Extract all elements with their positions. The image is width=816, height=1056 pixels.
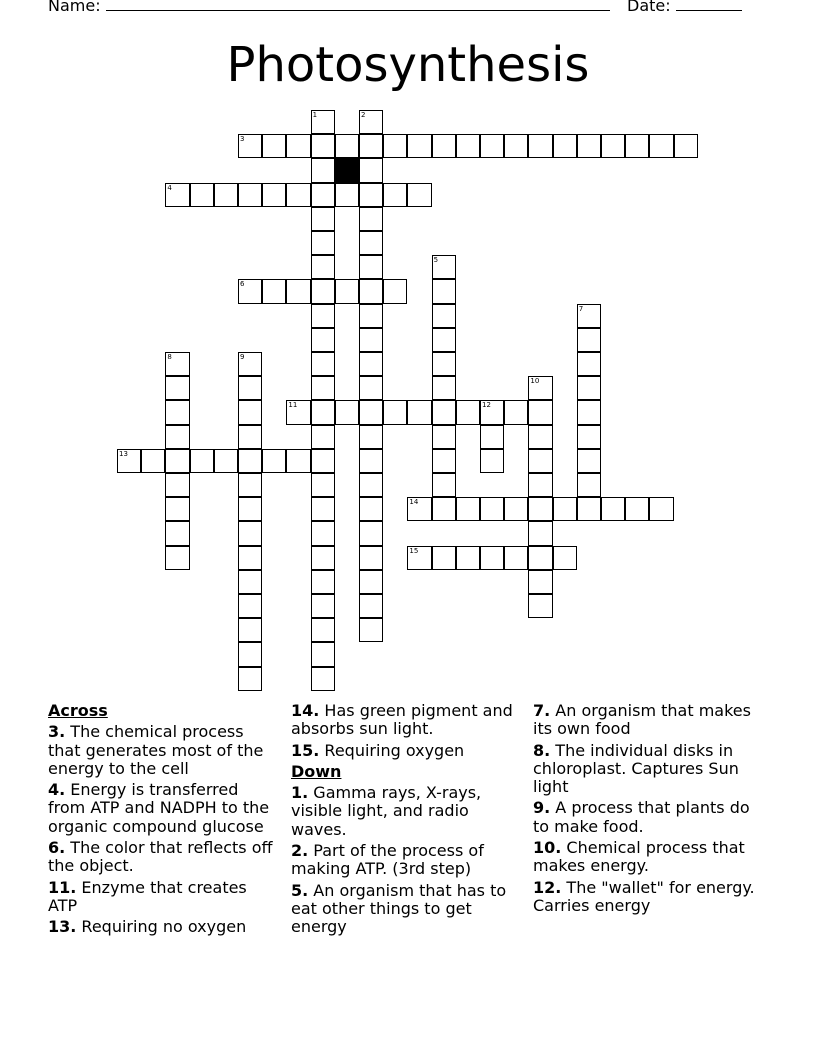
grid-cell[interactable] [407,183,431,207]
clue-number-label: 15. [291,740,320,760]
grid-cell[interactable] [311,400,335,424]
clue-number-label: 5. [291,880,309,900]
grid-cell[interactable] [577,376,601,400]
grid-cell[interactable] [262,449,286,473]
grid-cell[interactable] [432,134,456,158]
grid-cell[interactable] [311,134,335,158]
across-heading: Across [48,701,108,720]
date-label: Date: [627,0,671,15]
grid-cell[interactable] [359,231,383,255]
grid-cell[interactable] [456,497,480,521]
grid-cell[interactable] [311,158,335,182]
grid-cell[interactable] [238,352,262,376]
grid-cell[interactable] [214,183,238,207]
clues-column-3 [533,702,765,918]
grid-cell[interactable] [165,376,189,400]
grid-cell[interactable] [165,449,189,473]
grid-cell[interactable] [383,183,407,207]
grid-cell[interactable] [649,134,673,158]
clue-number-label: 13. [48,917,77,937]
grid-cell[interactable] [238,618,262,642]
grid-cell[interactable] [311,449,335,473]
grid-cell[interactable] [311,110,335,134]
across-clue [291,702,523,739]
grid-cell[interactable] [238,546,262,570]
grid-cell[interactable] [311,594,335,618]
grid-cell[interactable] [238,183,262,207]
grid-cell[interactable] [577,400,601,424]
across-clue [48,879,280,916]
clue-text: An organism that has to eat other things to get energy [291,880,507,937]
grid-cell[interactable] [577,352,601,376]
clue-number: 14 [409,498,419,507]
grid-cell[interactable] [480,400,504,424]
across-clue [48,781,280,836]
grid-cell[interactable] [528,449,552,473]
grid-cell[interactable] [528,376,552,400]
grid-cell[interactable] [528,473,552,497]
grid-cell[interactable] [165,183,189,207]
grid-cell[interactable] [335,134,359,158]
grid-cell[interactable] [262,183,286,207]
grid-cell[interactable] [456,134,480,158]
down-clue [291,882,523,937]
grid-cell[interactable] [359,570,383,594]
clue-number: 4 [167,183,172,192]
clue-number-label: 1. [291,783,309,803]
clue-text: The chemical process that generates most of the energy to the cell [48,722,264,778]
clue-number-label: 11. [48,877,77,897]
grid-cell[interactable] [359,183,383,207]
clue-number: 9 [240,353,245,361]
grid-cell[interactable] [359,207,383,231]
grid-cell[interactable] [311,497,335,521]
grid-cell[interactable] [528,521,552,545]
name-label: Name: [48,0,101,15]
down-clue [291,784,523,839]
grid-cell[interactable] [311,618,335,642]
grid-cell[interactable] [528,134,552,158]
grid-cell[interactable] [359,110,383,134]
grid-cell[interactable] [238,449,262,473]
clue-number: 15 [409,546,419,555]
grid-cell[interactable] [311,207,335,231]
across-clue [48,723,280,778]
grid-cell[interactable] [359,352,383,376]
grid-cell[interactable] [311,425,335,449]
grid-cell[interactable] [165,400,189,424]
grid-cell[interactable] [311,304,335,328]
grid-cell[interactable] [335,279,359,303]
grid-cell[interactable] [432,400,456,424]
grid-cell[interactable] [432,304,456,328]
grid-cell[interactable] [238,134,262,158]
grid-cell[interactable] [456,400,480,424]
clue-text: A process that plants do to make food. [533,798,750,836]
down-clue [533,879,765,916]
grid-cell[interactable] [504,400,528,424]
grid-cell[interactable] [311,521,335,545]
grid-cell[interactable] [238,667,262,691]
grid-cell[interactable] [311,570,335,594]
grid-cell[interactable] [238,400,262,424]
grid-cell[interactable] [286,183,310,207]
grid-cell[interactable] [238,642,262,666]
grid-cell[interactable] [407,546,431,570]
grid-cell[interactable] [432,352,456,376]
grid-cell[interactable] [625,134,649,158]
grid-cell[interactable] [432,425,456,449]
down-clue [533,799,765,836]
clue-text: Requiring no oxygen [76,917,247,937]
clue-number-label: 9. [533,798,551,818]
grid-cell[interactable] [359,473,383,497]
grid-cell[interactable] [359,134,383,158]
clue-text: Has green pigment and absorbs sun light. [291,701,513,739]
grid-cell[interactable] [359,158,383,182]
clue-text: Enzyme that creates ATP [48,877,247,915]
grid-cell[interactable] [407,497,431,521]
grid-cell[interactable] [359,425,383,449]
grid-cell[interactable] [528,594,552,618]
grid-cell[interactable] [311,352,335,376]
grid-cell[interactable] [407,134,431,158]
grid-cell[interactable] [528,570,552,594]
grid-cell[interactable] [577,304,601,328]
grid-cell[interactable] [577,449,601,473]
grid-cell[interactable] [286,279,310,303]
grid-cell[interactable] [432,449,456,473]
clue-text: Gamma rays, X-rays, visible light, and radio waves. [291,783,482,839]
grid-cell[interactable] [480,497,504,521]
grid-cell[interactable] [335,400,359,424]
clue-number: 8 [167,353,172,361]
grid-cell[interactable] [456,546,480,570]
clue-number-label: 8. [533,740,551,760]
clue-number: 13 [119,449,128,458]
grid-cell[interactable] [141,449,165,473]
grid-cell[interactable] [165,352,189,376]
grid-cell[interactable] [359,521,383,545]
grid-cell[interactable] [359,618,383,642]
grid-cell[interactable] [359,376,383,400]
clue-number: 7 [578,304,584,313]
clue-text: The "wallet" for energy. Carries energy [533,877,755,915]
grid-cell[interactable] [286,134,310,158]
grid-cell[interactable] [432,473,456,497]
grid-cell[interactable] [311,255,335,279]
clue-number-label: 3. [48,722,66,742]
clue-number-label: 4. [48,780,66,800]
grid-cell[interactable] [262,134,286,158]
grid-cell[interactable] [432,279,456,303]
clue-number-label: 2. [291,841,309,861]
grid-cell[interactable] [601,497,625,521]
grid-cell[interactable] [480,546,504,570]
grid-cell[interactable] [528,400,552,424]
clue-number: 3 [240,135,245,144]
grid-cell[interactable] [359,449,383,473]
clue-number-label: 7. [533,701,551,720]
clue-number: 11 [288,401,298,410]
grid-cell[interactable] [190,449,214,473]
grid-cell[interactable] [432,328,456,352]
grid-cell[interactable] [311,328,335,352]
grid-cell[interactable] [311,183,335,207]
down-clue [533,742,765,797]
across-clue [48,918,280,936]
grid-cell[interactable] [359,497,383,521]
grid-cell[interactable] [625,497,649,521]
grid-cell[interactable] [238,473,262,497]
grid-cell[interactable] [432,376,456,400]
across-clue [291,742,523,760]
clues-column-1 [48,702,280,940]
grid-cell[interactable] [577,497,601,521]
grid-cell[interactable] [359,304,383,328]
grid-cell[interactable] [577,134,601,158]
grid-cell[interactable] [432,255,456,279]
grid-cell[interactable] [286,400,310,424]
grid-cell[interactable] [407,400,431,424]
page-title: Photosynthesis [226,37,590,93]
grid-cell[interactable] [117,449,141,473]
grid-cell[interactable] [359,328,383,352]
clue-number-label: 6. [48,838,66,858]
grid-cell[interactable] [311,546,335,570]
across-clue [48,839,280,876]
grid-cell[interactable] [383,134,407,158]
grid-cell[interactable] [286,449,310,473]
grid-cell[interactable] [238,279,262,303]
grid-cell[interactable] [165,521,189,545]
clue-text: The individual disks in chloroplast. Captures Sun light [533,740,739,797]
clue-number: 1 [312,111,318,119]
grid-cell[interactable] [577,473,601,497]
grid-cell[interactable] [480,449,504,473]
grid-cell[interactable] [480,134,504,158]
clue-number: 2 [361,111,366,119]
clue-text: Part of the process of making ATP. (3rd step) [291,841,484,879]
grid-cell[interactable] [577,425,601,449]
grid-cell[interactable] [577,328,601,352]
grid-cell[interactable] [504,497,528,521]
grid-cell[interactable] [432,497,456,521]
grid-cell[interactable] [165,425,189,449]
grid-cell[interactable] [649,497,673,521]
clue-text: An organism that makes its own food [533,701,751,739]
grid-cell[interactable] [238,521,262,545]
down-clue [533,702,765,739]
grid-cell[interactable] [311,642,335,666]
grid-cell[interactable] [238,497,262,521]
clue-text: The color that reflects off the object. [48,838,273,876]
grid-cell[interactable] [165,546,189,570]
black-cell [335,158,359,182]
down-clue [533,839,765,876]
grid-cell[interactable] [311,667,335,691]
clue-number-label: 14. [291,701,320,720]
grid-cell[interactable] [311,231,335,255]
grid-cell[interactable] [383,279,407,303]
grid-cell[interactable] [238,376,262,400]
grid-cell[interactable] [504,546,528,570]
grid-cell[interactable] [359,400,383,424]
grid-cell[interactable] [383,400,407,424]
grid-cell[interactable] [335,183,359,207]
grid-cell[interactable] [311,473,335,497]
clue-text: Requiring oxygen [319,740,465,760]
clue-number: 10 [530,377,540,386]
clues-column-2 [291,702,523,940]
clue-number-label: 12. [533,877,562,897]
clue-text: Energy is transferred from ATP and NADPH to the organic compound glucose [48,780,270,836]
grid-cell[interactable] [528,425,552,449]
grid-cell[interactable] [553,134,577,158]
grid-cell[interactable] [359,255,383,279]
grid-cell[interactable] [238,594,262,618]
grid-cell[interactable] [553,497,577,521]
grid-cell[interactable] [601,134,625,158]
grid-cell[interactable] [553,546,577,570]
down-clue [291,842,523,879]
grid-cell[interactable] [165,473,189,497]
grid-cell[interactable] [359,279,383,303]
grid-cell[interactable] [528,497,552,521]
grid-cell[interactable] [262,279,286,303]
grid-cell[interactable] [311,376,335,400]
grid-cell[interactable] [359,594,383,618]
grid-cell[interactable] [432,546,456,570]
grid-cell[interactable] [165,497,189,521]
clue-number: 6 [240,280,245,289]
clue-number-label: 10. [533,838,562,858]
clue-text: Chemical process that makes energy. [533,838,745,876]
grid-cell[interactable] [238,570,262,594]
down-heading: Down [291,761,342,781]
grid-cell[interactable] [674,134,698,158]
grid-cell[interactable] [528,546,552,570]
clue-number: 12 [482,401,491,410]
grid-cell[interactable] [504,134,528,158]
grid-cell[interactable] [359,546,383,570]
grid-cell[interactable] [311,279,335,303]
grid-cell[interactable] [480,425,504,449]
grid-cell[interactable] [238,425,262,449]
clue-number: 5 [433,256,439,265]
grid-cell[interactable] [214,449,238,473]
grid-cell[interactable] [190,183,214,207]
